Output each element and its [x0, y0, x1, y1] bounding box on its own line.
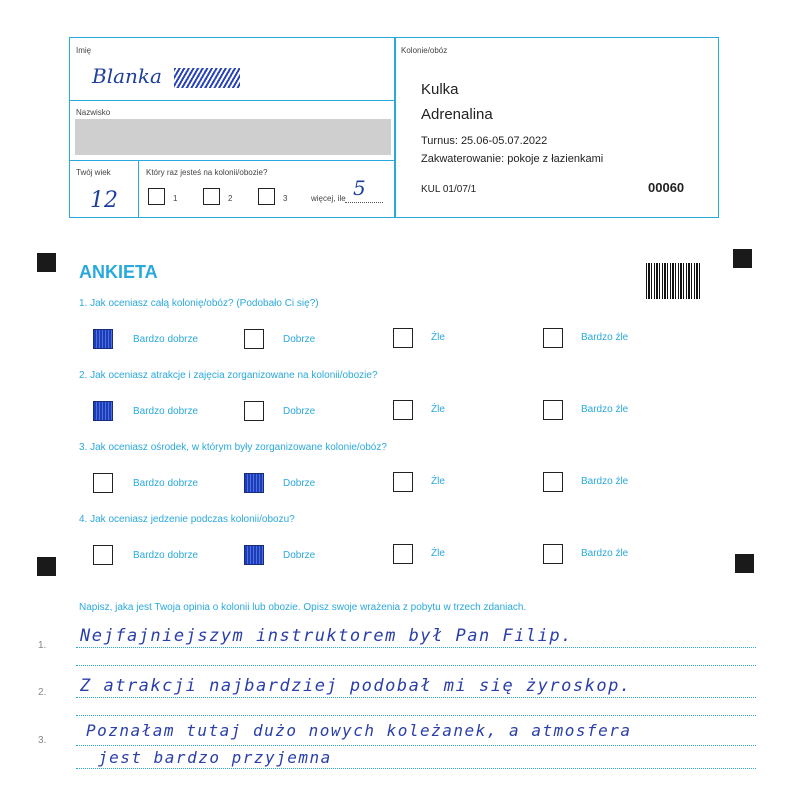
wiecej-label: więcej, ile [311, 194, 346, 203]
writing-line [76, 715, 756, 716]
barcode [646, 263, 701, 299]
writing-line [76, 768, 756, 769]
header-form [69, 37, 719, 218]
rating-checkbox[interactable] [244, 329, 264, 349]
form-number: 00060 [648, 180, 685, 195]
wiecej-value: 5 [353, 176, 366, 200]
visit-3-label: 3 [283, 194, 288, 203]
visit-2-label: 2 [228, 194, 233, 203]
rating-option-label: Dobrze [283, 478, 316, 489]
rating-option-label: Bardzo źle [581, 332, 629, 343]
zakwaterowanie: Zakwaterowanie: pokoje z łazienkami [421, 153, 604, 165]
visit-1-label: 1 [173, 194, 178, 203]
header-divider [394, 38, 396, 217]
rating-option-label: Bardzo dobrze [133, 478, 199, 489]
rating-option-label: Źle [431, 404, 445, 415]
imie-label: Imię [76, 46, 92, 55]
line-number: 1. [38, 640, 47, 651]
rating-option-label: Dobrze [283, 550, 316, 561]
writing-line [76, 665, 756, 666]
divider-line [70, 100, 394, 101]
nazwisko-label: Nazwisko [76, 108, 111, 117]
rating-checkbox[interactable] [244, 473, 264, 493]
registration-mark [733, 249, 752, 268]
rating-option-label: Dobrze [283, 406, 316, 417]
rating-option-label: Bardzo dobrze [133, 550, 199, 561]
writing-line [76, 647, 756, 648]
question-text: 3. Jak oceniasz ośrodek, w którym były zorganizowane kolonie/obóz? [79, 442, 387, 453]
rating-checkbox[interactable] [393, 544, 413, 564]
opinion-prompt: Napisz, jaka jest Twoja opinia o kolonii lub obozie. Opisz swoje wrażenia z pobytu w trzech zdaniach. [79, 602, 527, 613]
rating-option-label: Źle [431, 332, 445, 343]
rating-checkbox[interactable] [543, 400, 563, 420]
rating-option-label: Dobrze [283, 334, 316, 345]
ktory-raz-label: Który raz jesteś na kolonii/obozie? [146, 168, 268, 177]
rating-checkbox[interactable] [393, 328, 413, 348]
kolonia-sub: Adrenalina [421, 106, 493, 123]
turnus: Turnus: 25.06-05.07.2022 [421, 135, 548, 147]
writing-line [76, 697, 756, 698]
rating-option-label: Bardzo źle [581, 476, 629, 487]
rating-option-label: Bardzo źle [581, 404, 629, 415]
rating-checkbox[interactable] [93, 473, 113, 493]
survey-title: ANKIETA [79, 262, 158, 282]
rating-option-label: Źle [431, 476, 445, 487]
opinion-line-3b: jest bardzo przyjemna [98, 748, 332, 767]
registration-mark [37, 253, 56, 272]
kolonia-code: KUL 01/07/1 [421, 184, 477, 195]
rating-option-label: Bardzo dobrze [133, 406, 199, 417]
wiek-label: Twój wiek [76, 168, 111, 177]
question-text: 2. Jak oceniasz atrakcje i zajęcia zorganizowane na kolonii/obozie? [79, 370, 378, 381]
rating-option-label: Źle [431, 548, 445, 559]
registration-mark [37, 557, 56, 576]
rating-checkbox[interactable] [393, 472, 413, 492]
divider-line [70, 160, 394, 161]
rating-checkbox[interactable] [93, 329, 113, 349]
opinion-line-1: Nejfajniejszym instruktorem był Pan Filip. [80, 626, 573, 646]
rating-option-label: Bardzo dobrze [133, 334, 199, 345]
opinion-line-2: Z atrakcji najbardziej podobał mi się żyroskop. [80, 676, 632, 696]
visit-2-checkbox[interactable] [203, 188, 220, 205]
kolonia-name: Kulka [421, 81, 459, 98]
visit-1-checkbox[interactable] [148, 188, 165, 205]
registration-mark [735, 554, 754, 573]
opinion-line-3: Poznałam tutaj dużo nowych koleżanek, a atmosfera [86, 721, 632, 740]
rating-option-label: Bardzo źle [581, 548, 629, 559]
rating-checkbox[interactable] [543, 544, 563, 564]
rating-checkbox[interactable] [93, 401, 113, 421]
redacted-surname [75, 119, 391, 155]
line-number: 3. [38, 735, 47, 746]
imie-value: Blanka [92, 64, 162, 88]
rating-checkbox[interactable] [543, 328, 563, 348]
rating-checkbox[interactable] [93, 545, 113, 565]
scribble-mark [174, 68, 240, 88]
rating-checkbox[interactable] [244, 401, 264, 421]
line-number: 2. [38, 687, 47, 698]
visit-3-checkbox[interactable] [258, 188, 275, 205]
divider-line [138, 160, 139, 217]
rating-checkbox[interactable] [244, 545, 264, 565]
wiek-value: 12 [90, 188, 118, 213]
wiecej-line [345, 202, 383, 203]
writing-line [76, 745, 756, 746]
rating-checkbox[interactable] [393, 400, 413, 420]
kolonia-label: Kolonie/obóz [401, 46, 448, 55]
rating-checkbox[interactable] [543, 472, 563, 492]
question-text: 4. Jak oceniasz jedzenie podczas kolonii/obozu? [79, 514, 295, 525]
question-text: 1. Jak oceniasz całą kolonię/obóz? (Podobało Ci się?) [79, 298, 319, 309]
